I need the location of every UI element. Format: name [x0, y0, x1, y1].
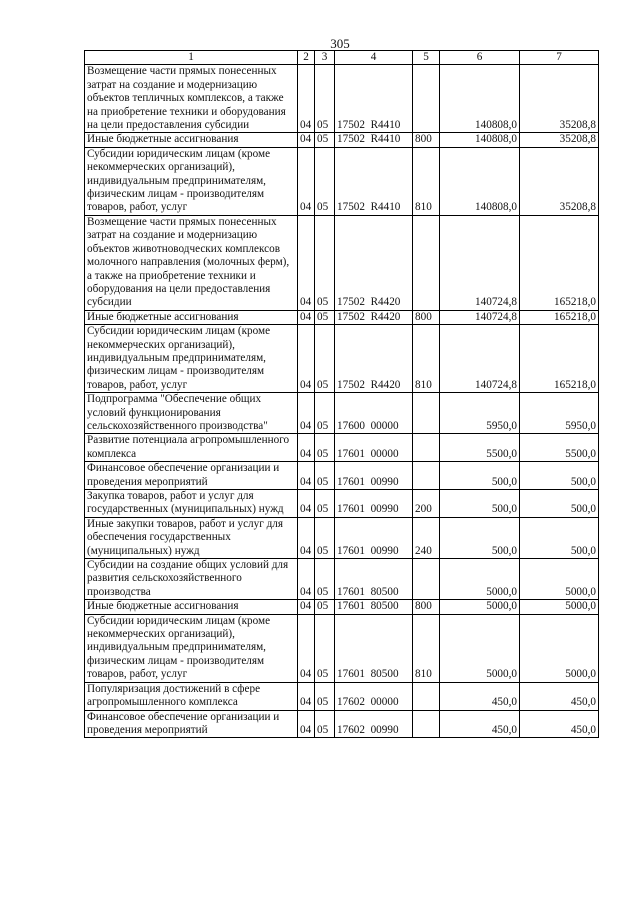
row-expense-type-code: 800	[413, 600, 440, 614]
row-target-article-code: 17601 80500	[335, 614, 413, 682]
row-description: Развитие потенциала агропромышленного комплекса	[85, 434, 298, 462]
row-subsection-code: 05	[315, 490, 335, 518]
row-description: Подпрограмма "Обеспечение общих условий функционирования сельскохозяйственного производства"	[85, 393, 298, 434]
table-row	[85, 559, 599, 600]
table-row	[85, 215, 599, 310]
table-row	[85, 462, 599, 490]
row-target-article-code: 17502 R4420	[335, 215, 413, 310]
row-amount-2: 450,0	[520, 710, 599, 738]
row-subsection-code: 05	[315, 517, 335, 558]
row-expense-type-code	[413, 434, 440, 462]
column-header: 2	[298, 51, 315, 65]
table-row	[85, 614, 599, 682]
row-description: Иные бюджетные ассигнования	[85, 133, 298, 147]
column-header: 1	[85, 51, 298, 65]
row-subsection-code: 05	[315, 614, 335, 682]
row-target-article-code: 17601 80500	[335, 600, 413, 614]
row-amount-2: 165218,0	[520, 325, 599, 393]
row-expense-type-code: 240	[413, 517, 440, 558]
row-expense-type-code: 810	[413, 147, 440, 215]
row-amount-2: 165218,0	[520, 215, 599, 310]
table-row	[85, 682, 599, 710]
column-header: 3	[315, 51, 335, 65]
row-expense-type-code: 810	[413, 614, 440, 682]
row-expense-type-code	[413, 559, 440, 600]
row-amount-2: 5000,0	[520, 600, 599, 614]
row-description: Иные бюджетные ассигнования	[85, 310, 298, 324]
row-amount-2: 35208,8	[520, 147, 599, 215]
row-section-code: 04	[298, 600, 315, 614]
row-section-code: 04	[298, 65, 315, 133]
row-amount-2: 500,0	[520, 517, 599, 558]
row-description: Иные закупки товаров, работ и услуг для обеспечения государственных (муниципальных) нужд	[85, 517, 298, 558]
page-number: 305	[330, 36, 350, 51]
row-target-article-code: 17601 00000	[335, 434, 413, 462]
row-target-article-code: 17601 00990	[335, 517, 413, 558]
row-subsection-code: 05	[315, 559, 335, 600]
row-amount-2: 5500,0	[520, 434, 599, 462]
row-target-article-code: 17502 R4420	[335, 325, 413, 393]
row-subsection-code: 05	[315, 215, 335, 310]
row-expense-type-code	[413, 215, 440, 310]
row-section-code: 04	[298, 215, 315, 310]
row-subsection-code: 05	[315, 462, 335, 490]
row-amount-1: 500,0	[440, 462, 520, 490]
row-amount-2: 500,0	[520, 462, 599, 490]
row-description: Иные бюджетные ассигнования	[85, 600, 298, 614]
row-expense-type-code	[413, 462, 440, 490]
row-expense-type-code	[413, 710, 440, 738]
row-expense-type-code	[413, 393, 440, 434]
row-subsection-code: 05	[315, 133, 335, 147]
row-amount-2: 450,0	[520, 682, 599, 710]
row-section-code: 04	[298, 490, 315, 518]
table-row	[85, 147, 599, 215]
row-description: Финансовое обеспечение организации и проведения мероприятий	[85, 462, 298, 490]
row-description: Закупка товаров, работ и услуг для государственных (муниципальных) нужд	[85, 490, 298, 518]
table-body	[85, 51, 599, 738]
row-target-article-code: 17502 R4410	[335, 147, 413, 215]
table-row	[85, 393, 599, 434]
row-amount-1: 5000,0	[440, 614, 520, 682]
row-target-article-code: 17502 R4410	[335, 133, 413, 147]
table-row	[85, 310, 599, 324]
column-header: 5	[413, 51, 440, 65]
table-row	[85, 133, 599, 147]
row-target-article-code: 17602 00000	[335, 682, 413, 710]
row-amount-2: 35208,8	[520, 65, 599, 133]
row-amount-1: 5950,0	[440, 393, 520, 434]
row-description: Субсидии юридическим лицам (кроме некоммерческих организаций), индивидуальным предпринимателям, физическим лицам - производителям товаров, работ, услуг	[85, 147, 298, 215]
row-expense-type-code: 800	[413, 310, 440, 324]
row-amount-1: 140808,0	[440, 147, 520, 215]
row-amount-1: 5000,0	[440, 600, 520, 614]
table-row	[85, 517, 599, 558]
row-amount-1: 140724,8	[440, 215, 520, 310]
row-amount-1: 140724,8	[440, 325, 520, 393]
row-target-article-code: 17602 00990	[335, 710, 413, 738]
header-row	[85, 51, 599, 65]
table-row	[85, 325, 599, 393]
row-target-article-code: 17600 00000	[335, 393, 413, 434]
row-section-code: 04	[298, 710, 315, 738]
row-description: Субсидии юридическим лицам (кроме некоммерческих организаций), индивидуальным предпринимателям, физическим лицам - производителям товаров, работ, услуг	[85, 614, 298, 682]
row-subsection-code: 05	[315, 710, 335, 738]
row-section-code: 04	[298, 310, 315, 324]
row-description: Субсидии юридическим лицам (кроме некоммерческих организаций), индивидуальным предпринимателям, физическим лицам - производителям товаров, работ, услуг	[85, 325, 298, 393]
row-expense-type-code	[413, 682, 440, 710]
row-amount-1: 500,0	[440, 517, 520, 558]
row-section-code: 04	[298, 147, 315, 215]
row-amount-1: 5500,0	[440, 434, 520, 462]
row-target-article-code: 17601 00990	[335, 462, 413, 490]
column-header: 7	[520, 51, 599, 65]
row-description: Популяризация достижений в сфере агропромышленного комплекса	[85, 682, 298, 710]
row-section-code: 04	[298, 325, 315, 393]
row-subsection-code: 05	[315, 393, 335, 434]
budget-table	[84, 50, 599, 738]
row-description: Субсидии на создание общих условий для развития сельскохозяйственного производства	[85, 559, 298, 600]
row-section-code: 04	[298, 614, 315, 682]
row-subsection-code: 05	[315, 434, 335, 462]
row-subsection-code: 05	[315, 325, 335, 393]
row-description: Финансовое обеспечение организации и проведения мероприятий	[85, 710, 298, 738]
row-target-article-code: 17502 R4410	[335, 65, 413, 133]
row-target-article-code: 17601 00990	[335, 490, 413, 518]
row-subsection-code: 05	[315, 65, 335, 133]
row-subsection-code: 05	[315, 600, 335, 614]
table-row	[85, 65, 599, 133]
row-section-code: 04	[298, 434, 315, 462]
row-target-article-code: 17502 R4420	[335, 310, 413, 324]
row-expense-type-code	[413, 65, 440, 133]
row-section-code: 04	[298, 133, 315, 147]
row-expense-type-code: 810	[413, 325, 440, 393]
table-row	[85, 490, 599, 518]
row-amount-2: 500,0	[520, 490, 599, 518]
row-amount-1: 5000,0	[440, 559, 520, 600]
row-section-code: 04	[298, 462, 315, 490]
row-amount-1: 500,0	[440, 490, 520, 518]
row-expense-type-code: 200	[413, 490, 440, 518]
row-subsection-code: 05	[315, 310, 335, 324]
row-section-code: 04	[298, 393, 315, 434]
row-description: Возмещение части прямых понесенных затрат на создание и модернизацию объектов животноводческих комплексов молочного направления (молочных ферм), а также на приобретение техники и оборудования на цели предоставления субсидии	[85, 215, 298, 310]
row-amount-1: 140808,0	[440, 133, 520, 147]
row-amount-1: 140808,0	[440, 65, 520, 133]
row-subsection-code: 05	[315, 682, 335, 710]
row-amount-2: 165218,0	[520, 310, 599, 324]
row-subsection-code: 05	[315, 147, 335, 215]
column-header: 4	[335, 51, 413, 65]
table-row	[85, 710, 599, 738]
row-section-code: 04	[298, 682, 315, 710]
row-amount-2: 5000,0	[520, 559, 599, 600]
row-section-code: 04	[298, 517, 315, 558]
row-amount-1: 450,0	[440, 682, 520, 710]
row-amount-1: 140724,8	[440, 310, 520, 324]
row-description: Возмещение части прямых понесенных затрат на создание и модернизацию объектов тепличных комплексов, а также на приобретение техники и оборудования на цели предоставления субсидии	[85, 65, 298, 133]
row-amount-1: 450,0	[440, 710, 520, 738]
row-amount-2: 5950,0	[520, 393, 599, 434]
table-row	[85, 600, 599, 614]
row-amount-2: 5000,0	[520, 614, 599, 682]
column-header: 6	[440, 51, 520, 65]
row-expense-type-code: 800	[413, 133, 440, 147]
row-amount-2: 35208,8	[520, 133, 599, 147]
table-row	[85, 434, 599, 462]
row-section-code: 04	[298, 559, 315, 600]
row-target-article-code: 17601 80500	[335, 559, 413, 600]
